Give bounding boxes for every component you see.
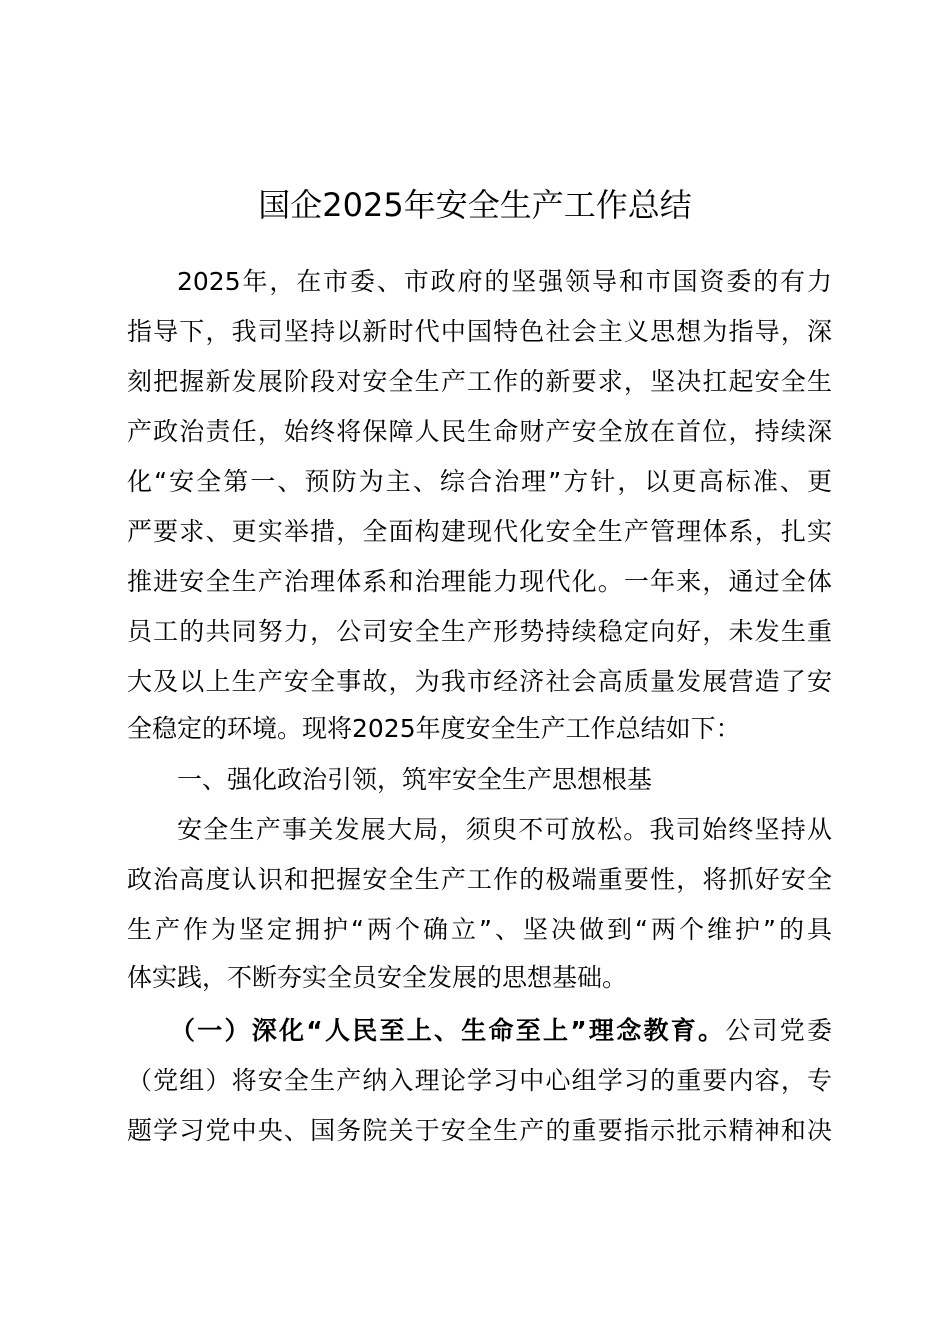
intro-line-6: 严要求、更实举措，全面构建现代化安全生产管理体系，扎实 <box>127 517 832 546</box>
subsection-line-2: （党组）将安全生产纳入理论学习中心组学习的重要内容，专 <box>127 1066 832 1095</box>
section-body-line-4: 体实践，不断夯实全员安全发展的思想基础。 <box>127 963 628 992</box>
intro-line-1: 2025年，在市委、市政府的坚强领导和市国资委的有力 <box>177 267 832 296</box>
intro-line-3: 刻把握新发展阶段对安全生产工作的新要求，坚决扛起安全生 <box>127 367 832 396</box>
intro-line-10: 全稳定的环境。现将2025年度安全生产工作总结如下： <box>127 714 741 743</box>
section-heading: 一、强化政治引领，筑牢安全生产思想根基 <box>177 765 653 794</box>
section-body-line-1: 安全生产事关发展大局，须臾不可放松。我司始终坚持从 <box>177 815 832 844</box>
subsection-first-line-rest: 公司党委 <box>725 1016 832 1045</box>
intro-line-5: 化“安全第一、预防为主、综合治理”方针，以更高标准、更 <box>127 467 832 496</box>
intro-line-9: 大及以上生产安全事故，为我市经济社会高质量发展营造了安 <box>127 667 832 696</box>
subsection-bold-heading: （一）深化“人民至上、生命至上”理念教育。 <box>170 1016 726 1045</box>
intro-line-2: 指导下，我司坚持以新时代中国特色社会主义思想为指导，深 <box>127 317 832 346</box>
intro-line-8: 员工的共同努力，公司安全生产形势持续稳定向好，未发生重 <box>127 617 832 646</box>
intro-line-7: 推进安全生产治理体系和治理能力现代化。一年来，通过全体 <box>127 567 832 596</box>
section-body-line-3: 生产作为坚定拥护“两个确立”、坚决做到“两个维护”的具 <box>127 915 832 944</box>
intro-line-4: 产政治责任，始终将保障人民生命财产安全放在首位，持续深 <box>127 417 832 446</box>
document-title: 国企2025年安全生产工作总结 <box>258 186 692 224</box>
section-body-line-2: 政治高度认识和把握安全生产工作的极端重要性，将抓好安全 <box>127 865 832 894</box>
subsection-line-3: 题学习党中央、国务院关于安全生产的重要指示批示精神和决 <box>127 1116 832 1145</box>
subsection-first-line <box>170 1015 832 1047</box>
